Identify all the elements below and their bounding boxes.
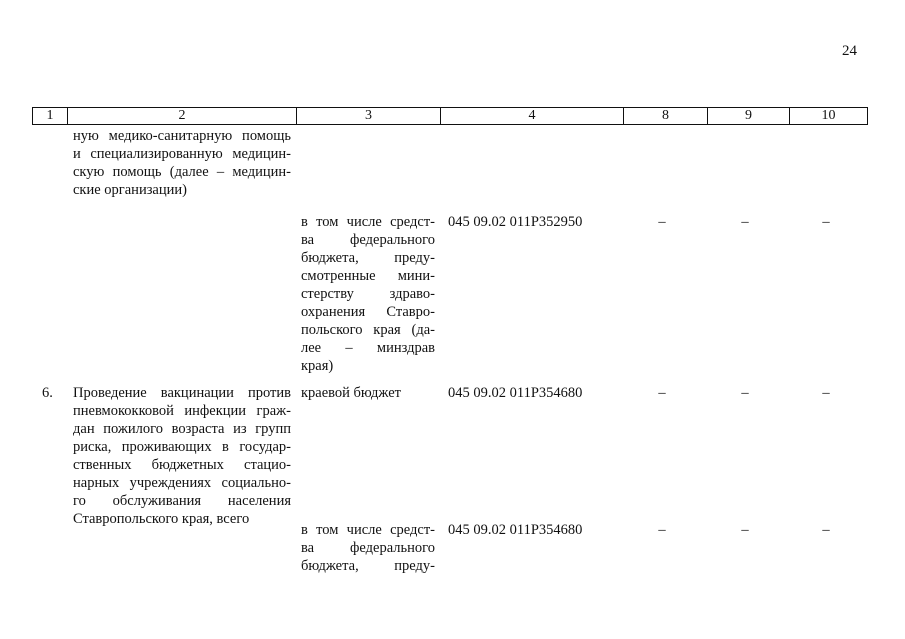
column-header-4: 4 bbox=[441, 108, 624, 124]
funding-source-regional: краевой бюджет bbox=[301, 385, 401, 401]
column-header-1: 1 bbox=[33, 108, 68, 124]
value-col-9: – bbox=[741, 522, 749, 538]
column-header-10: 10 bbox=[821, 108, 836, 123]
value-col-9: – bbox=[741, 214, 749, 230]
budget-code: 045 09.02 011P354680 bbox=[448, 385, 583, 401]
column-header-8: 8 bbox=[624, 108, 708, 124]
column-header-9: 9 bbox=[708, 108, 790, 124]
budget-code: 045 09.02 011P352950 bbox=[448, 214, 583, 230]
page-number: 24 bbox=[842, 43, 857, 59]
value-col-8: – bbox=[658, 214, 666, 230]
value-col-9: – bbox=[741, 385, 749, 401]
budget-code: 045 09.02 011P354680 bbox=[448, 522, 583, 538]
column-header-3: 3 bbox=[297, 108, 441, 124]
row-continuation-description: ную медико-санитарную помощь и специализированную медицин- скую помощь (далее – медицин- ские организации) bbox=[73, 128, 291, 198]
value-col-10: – bbox=[822, 214, 830, 230]
value-col-10: – bbox=[822, 522, 830, 538]
value-col-8: – bbox=[658, 522, 666, 538]
column-header-2: 2 bbox=[68, 108, 297, 124]
funding-source-federal-1: в том числе средст- ва федерального бюджета, преду- смотренные мини- стерству здраво- охранения Ставро- польского края (да- лее – минздрав края) bbox=[301, 214, 435, 374]
funding-source-federal-2: в том числе средст- ва федерального бюджета, преду- bbox=[301, 522, 435, 574]
value-col-10: – bbox=[822, 385, 830, 401]
row-number: 6. bbox=[42, 385, 53, 401]
row-description-item-6: Проведение вакцинации против пневмококковой инфекции граж- дан пожилого возраста из групп риска, проживающих в государ- ственных бюджетных стацио- нарных учреждениях социально- го обслуживания населения Ставропольского края, всего bbox=[73, 385, 291, 527]
value-col-8: – bbox=[658, 385, 666, 401]
table-header-row bbox=[32, 107, 868, 125]
